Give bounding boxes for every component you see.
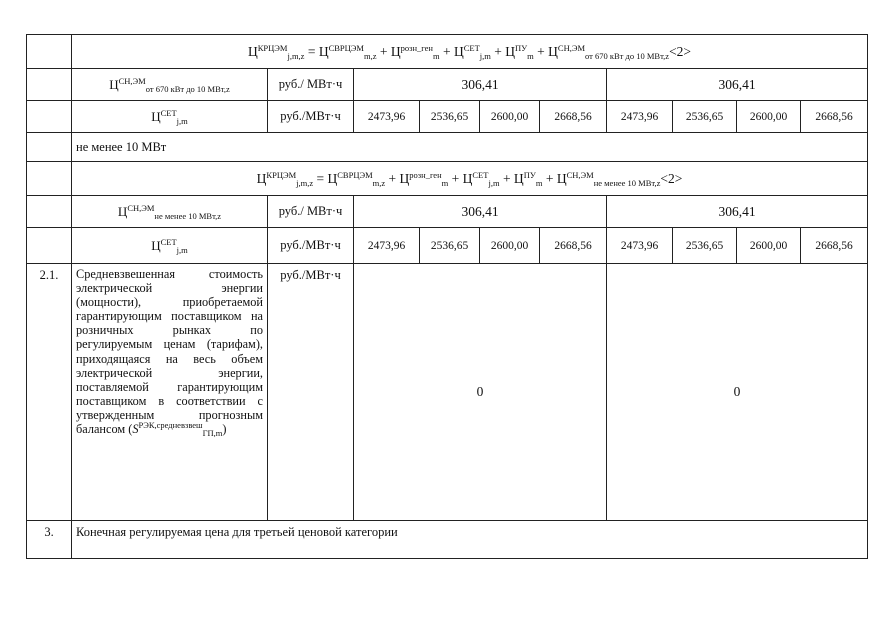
table-row (27, 264, 868, 521)
value-cell: 2600,00 (737, 228, 801, 264)
unit-cell: руб./МВт·ч (268, 228, 354, 264)
unit-cell: руб./МВт·ч (268, 264, 354, 521)
number-cell-empty (27, 228, 72, 264)
value-cell: 2536,65 (673, 101, 737, 133)
value-cell: 2536,65 (420, 101, 480, 133)
table-row (27, 228, 868, 264)
table-row (27, 69, 868, 101)
row-number: 3. (27, 521, 72, 559)
symbol-cell: $Ц^{СН,ЭМ}_{не менее 10 МВт,z}$ (72, 196, 268, 228)
value-cell: 2668,56 (540, 228, 607, 264)
value-cell: 306,41 (607, 196, 868, 228)
number-cell-empty (27, 69, 72, 101)
unit-cell: руб./ МВт·ч (268, 196, 354, 228)
unit-cell: руб./МВт·ч (268, 101, 354, 133)
value-cell: 2668,56 (540, 101, 607, 133)
value-cell: 2668,56 (801, 228, 868, 264)
value-cell: 2536,65 (420, 228, 480, 264)
formula-row (27, 162, 868, 196)
value-cell: 2473,96 (354, 101, 420, 133)
value-cell: 2668,56 (801, 101, 868, 133)
table-row (27, 196, 868, 228)
number-cell-empty (27, 133, 72, 162)
formula-crcem-670: $Ц^{КРЦЭМ}_{j,m,z} = Ц^{СВРЦЭМ}_{m,z} + Ц^{розн\_ген}_m + Ц^{СЕТ}_{j,m} + Ц^{ПУ}_m + Ц^{СН,ЭМ}_{от 670 кВт до 10 МВт,z}<2>$ (72, 35, 868, 69)
number-cell-empty (27, 162, 72, 196)
value-cell: 306,41 (354, 69, 607, 101)
row-number: 2.1. (27, 264, 72, 521)
value-cell: 2600,00 (480, 228, 540, 264)
symbol-cell: $Ц^{СН,ЭМ}_{от 670 кВт до 10 МВт,z}$ (72, 69, 268, 101)
unit-cell: руб./ МВт·ч (268, 69, 354, 101)
value-cell: 306,41 (354, 196, 607, 228)
symbol-cell: $Ц^{СЕТ}_{j,m}$ (72, 101, 268, 133)
value-cell: 2600,00 (480, 101, 540, 133)
formula-row (27, 35, 868, 69)
section-row (27, 133, 868, 162)
tariff-table (26, 34, 868, 559)
number-cell-empty (27, 101, 72, 133)
table-row (27, 101, 868, 133)
section-label: не менее 10 МВт (72, 133, 868, 162)
value-cell: 306,41 (607, 69, 868, 101)
value-cell: 2473,96 (607, 101, 673, 133)
tariff-document (26, 34, 867, 559)
final-price-heading: Конечная регулируемая цена для третьей ценовой категории (72, 521, 868, 559)
value-cell: 0 (354, 264, 607, 521)
value-cell: 0 (607, 264, 868, 521)
description-cell: Средневзвешенная стоимость электрической энергии (мощности), приобретаемой гарантирующим поставщиком на розничных рынках по регулируемым ценам (тарифам), приходящаяся на весь объем электрической энергии, поставляемой гарантирующим поставщиком в соответствии с утвержденным прогнозным балансом $(S^{РЭК,средневзвеш}_{ГП,m})$ (72, 264, 268, 521)
value-cell: 2473,96 (607, 228, 673, 264)
formula-crcem-10mw: $Ц^{КРЦЭМ}_{j,m,z} = Ц^{СВРЦЭМ}_{m,z} + Ц^{розн\_ген}_m + Ц^{СЕТ}_{j,m} + Ц^{ПУ}_m + Ц^{СН,ЭМ}_{не менее 10 МВт,z}<2>$ (72, 162, 868, 196)
value-cell: 2600,00 (737, 101, 801, 133)
value-cell: 2536,65 (673, 228, 737, 264)
table-row (27, 521, 868, 559)
number-cell-empty (27, 35, 72, 69)
symbol-cell: $Ц^{СЕТ}_{j,m}$ (72, 228, 268, 264)
value-cell: 2473,96 (354, 228, 420, 264)
number-cell-empty (27, 196, 72, 228)
